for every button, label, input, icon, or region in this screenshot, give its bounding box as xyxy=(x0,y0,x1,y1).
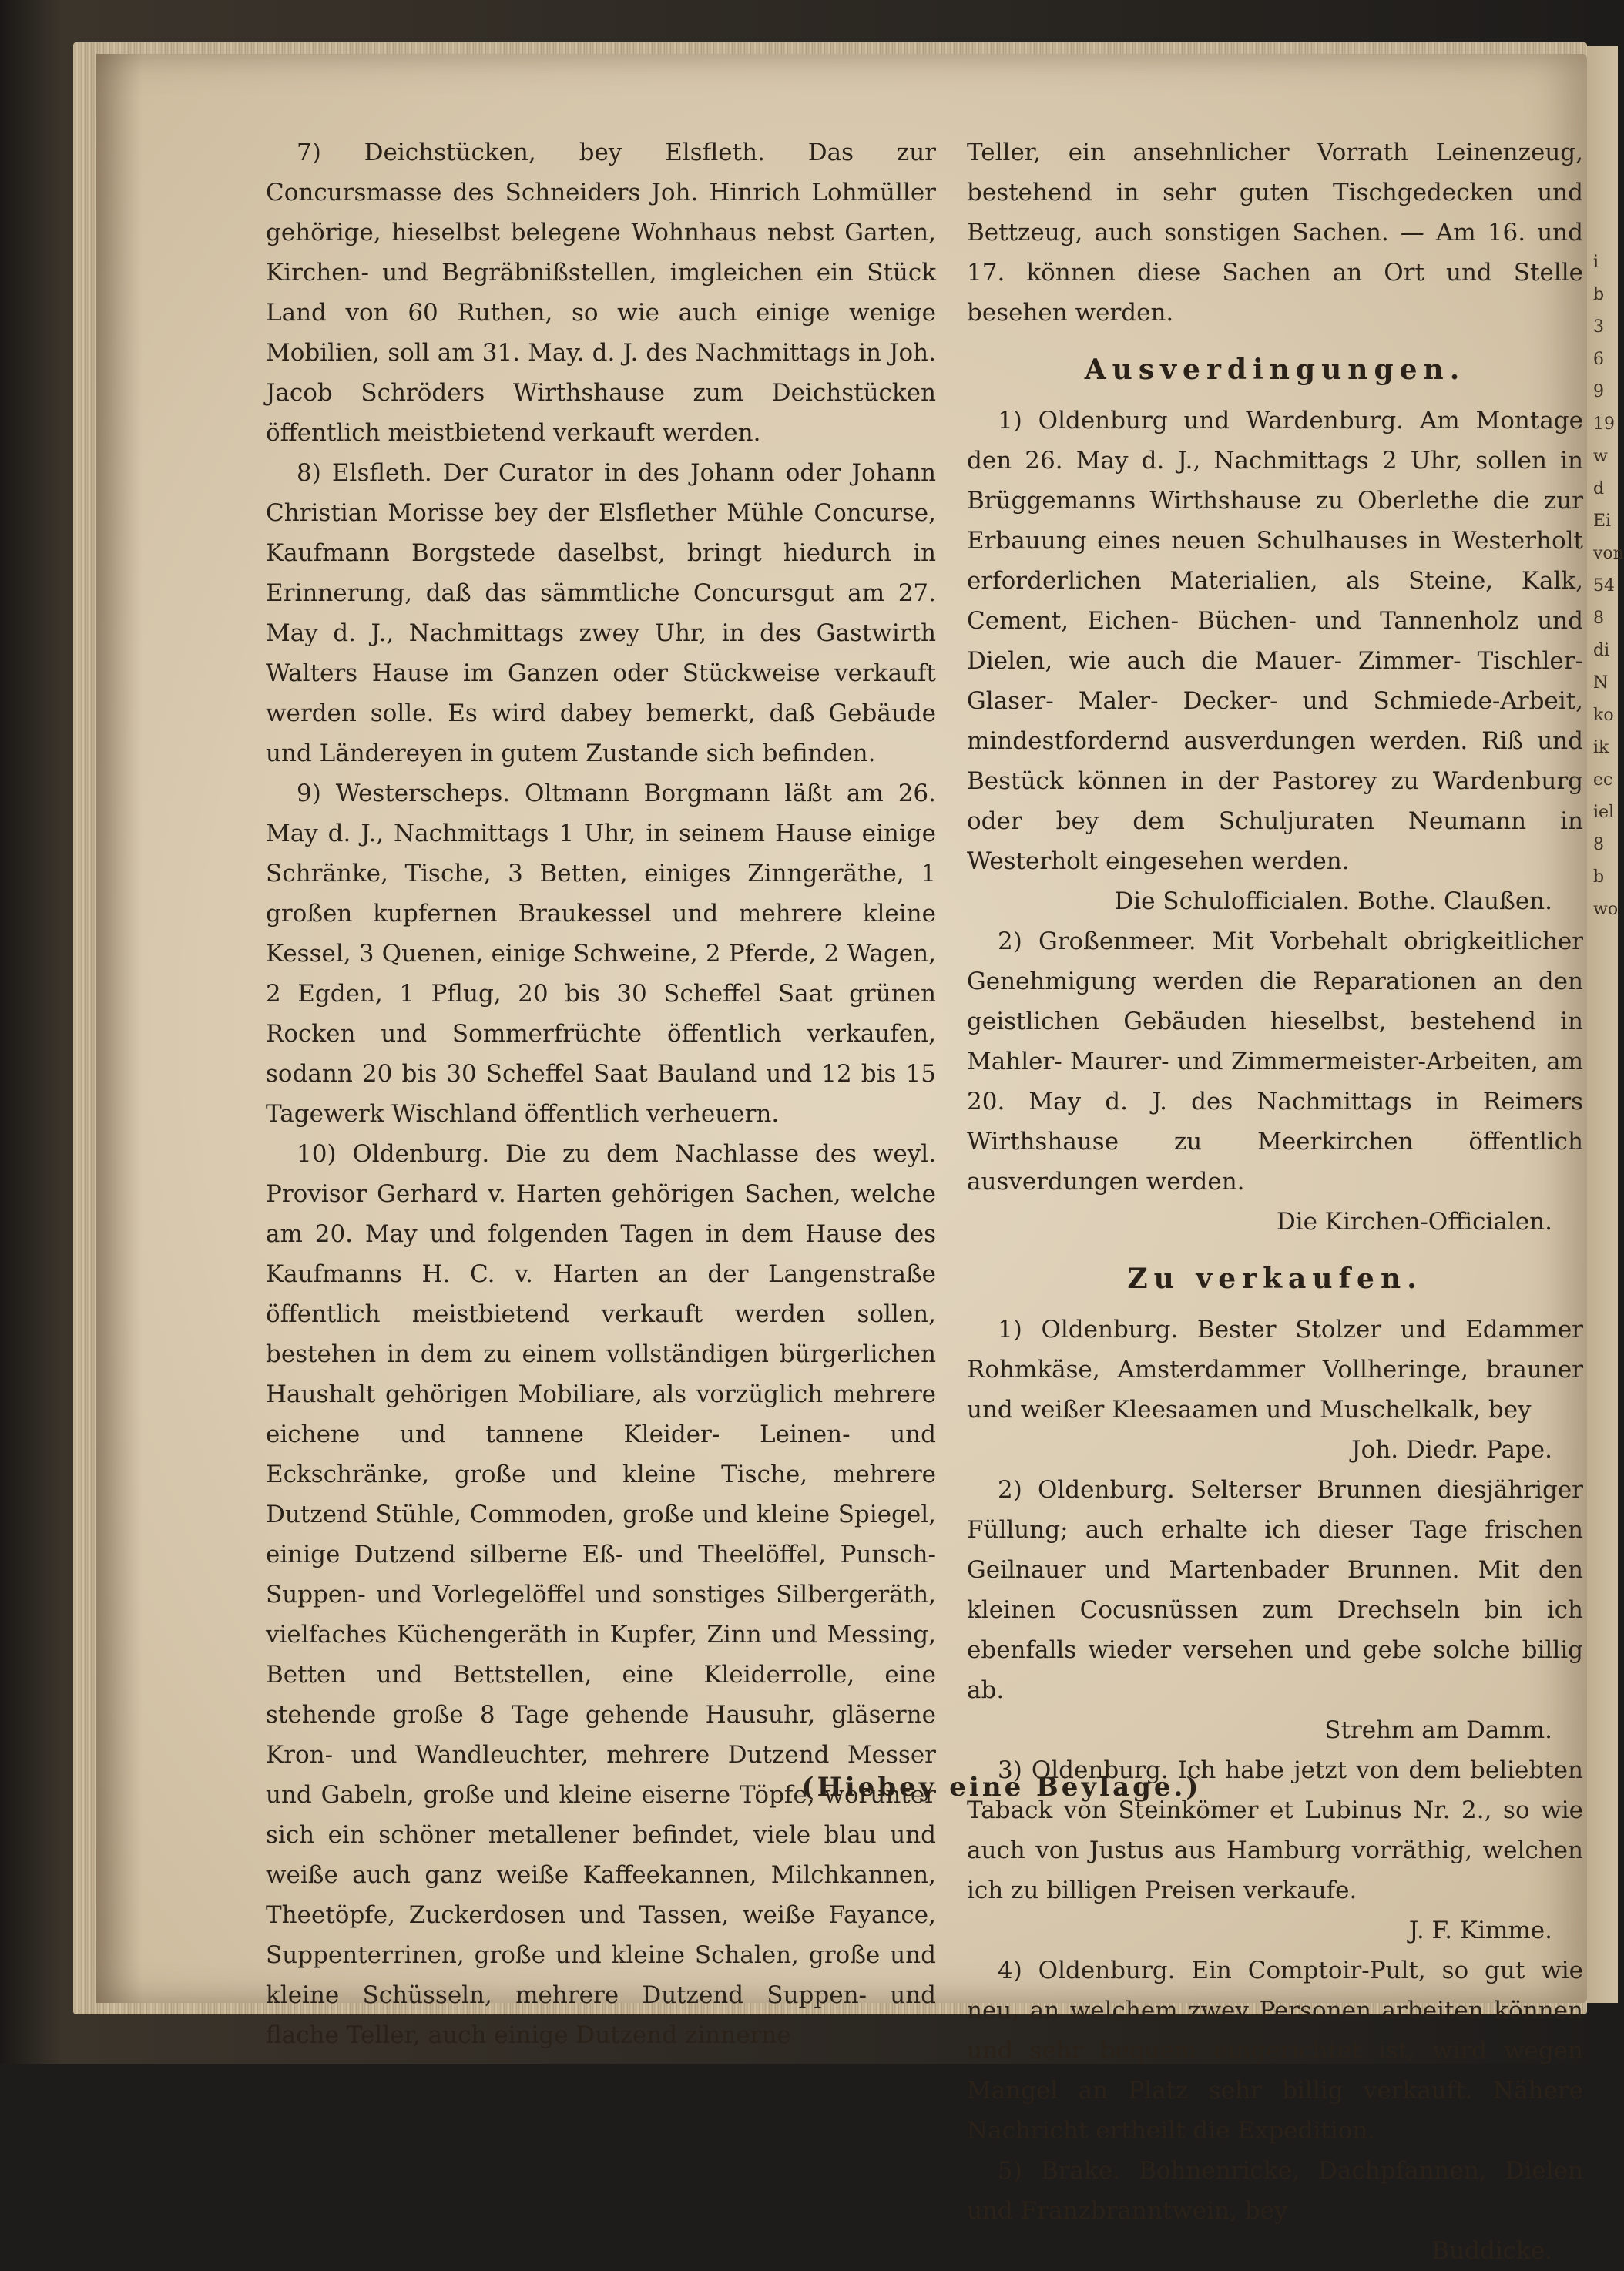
sale-oldenburg-taback: 3) Oldenburg. Ich habe jetzt von dem beliebten Taback von Steinkömer et Lubinus Nr. 2., so wie auch von Justus aus Hamburg vorräthig, welchen ich zu billigen Preisen verkaufe. xyxy=(967,1756,1583,1904)
signature-strehm: Strehm am Damm. xyxy=(1324,1716,1552,1744)
fragment: ec xyxy=(1593,770,1613,790)
signature-buddicke: Buddicke. xyxy=(1431,2237,1552,2265)
fragment: iel xyxy=(1593,803,1615,822)
sale-oldenburg-kaese: 1) Oldenburg. Bester Stolzer und Edammer Rohmkäse, Amsterdammer Vollheringe, brauner und weißer Kleesaamen und Muschelkalk, bey xyxy=(967,1316,1583,1424)
fragment: b xyxy=(1593,867,1605,887)
section-heading-zu-verkaufen: Zu verkaufen. xyxy=(1127,1263,1423,1295)
right-column xyxy=(967,133,1583,2271)
fragment: ik xyxy=(1593,738,1609,757)
sale-oldenburg-brunnen: 2) Oldenburg. Selterser Brunnen diesjähriger Füllung; auch erhalte ich dieser Tage frischen Geilnauer und Martenbader Brunnen. Mit den kleinen Cocusnüssen zum Drechseln bin ich ebenfalls wieder versehen und gebe solche billig ab. xyxy=(967,1476,1583,1704)
fragment: 9 xyxy=(1593,382,1604,401)
fragment: N xyxy=(1593,673,1609,693)
fragment: 8 xyxy=(1593,609,1604,628)
fragment: i xyxy=(1593,253,1599,272)
fragment: 19 xyxy=(1593,414,1615,434)
left-column xyxy=(266,133,936,2055)
fragment: w xyxy=(1593,447,1608,466)
sale-oldenburg-pult: 4) Oldenburg. Ein Comptoir-Pult, so gut wie neu, an welchem zwey Personen arbeiten können und sehr bequem eingerichtet ist, wird wegen Mangel an Platz sehr billig verkauft. Nähere Nachricht ertheilt die Expedition. xyxy=(967,1957,1583,2145)
fragment: Ei xyxy=(1593,512,1612,531)
notice-continuation: Teller, ein ansehnlicher Vorrath Leinenzeug, bestehend in sehr guten Tischgedecken und Bettzeug, auch sonstigen Sachen. — Am 16. und 17. können diese Sachen an Ort und Stelle besehen werden. xyxy=(967,139,1583,327)
fragment: ko xyxy=(1593,706,1614,725)
notice-elsfleth: 8) Elsfleth. Der Curator in des Johann oder Johann Christian Morisse bey der Elsflether Mühle Concurse, Kaufmann Borgstede daselbst, bringt hiedurch in Erinnerung, daß das sämmtliche Concursgut am 27. May d. J., Nachmittags zwey Uhr, in des Gastwirth Walters Hause im Ganzen oder Stückweise verkauft werden solle. Es wird dabey bemerkt, daß Gebäude und Ländereyen in gutem Zustande sich befinden. xyxy=(266,459,936,767)
notice-wardenburg: 1) Oldenburg und Wardenburg. Am Montage den 26. May d. J., Nachmittags 2 Uhr, sollen in Brüggemanns Wirthshause zu Oberlethe die zur Erbauung eines neuen Schulhauses in Westerholt erforderlichen Materialien, als Steine, Kalk, Cement, Eichen- Büchen- und Tannenholz und Dielen, wie auch die Mauer- Zimmer- Tischler- Glaser- Maler- Decker- und Schmiede-Arbeit, mindestfordernd ausverdungen werden. Riß und Bestück können in der Pastorey zu Wardenburg oder bey dem Schuljuraten Neumann in Westerholt eingesehen werden. xyxy=(967,407,1583,875)
notice-deichstuecken: 7) Deichstücken, bey Elsfleth. Das zur Concursmasse des Schneiders Joh. Hinrich Lohmüller gehörige, hieselbst belegene Wohnhaus nebst Garten, Kirchen- und Begräbnißstellen, imgleichen ein Stück Land von 60 Ruthen, so wie auch einige wenige Mobilien, soll am 31. May. d. J. des Nachmittags in Joh. Jacob Schröders Wirthshause zum Deichstücken öffentlich meistbietend verkauft werden. xyxy=(266,139,936,447)
fragment: d xyxy=(1593,479,1605,498)
fragment: di xyxy=(1593,641,1610,660)
fragment: 8 xyxy=(1593,835,1604,854)
binding-shadow xyxy=(96,54,143,2003)
notice-westerscheps: 9) Westerscheps. Oltmann Borgmann läßt am 26. May d. J., Nachmittags 1 Uhr, in seinem Hause einige Schränke, Tische, 3 Betten, einiges Zinngeräthe, 1 großen kupfernen Braukessel und mehrere kleine Kessel, 3 Quenen, einige Schweine, 2 Pferde, 2 Wagen, 2 Egden, 1 Pflug, 20 bis 30 Scheffel Saat grünen Rocken und Sommerfrüchte öffentlich verkaufen, sodann 20 bis 30 Scheffel Saat Bauland und 12 bis 15 Tagewerk Wischland öffentlich verheuern. xyxy=(266,780,936,1128)
sale-brake: 5) Brake. Bohnenricke, Dachpfannen, Dielen und Franzbranntwein, bey xyxy=(967,2157,1583,2225)
signature-schulofficialen: Die Schulofficialen. Bothe. Claußen. xyxy=(1114,887,1552,915)
notice-oldenburg-harten: 10) Oldenburg. Die zu dem Nachlasse des weyl. Provisor Gerhard v. Harten gehörigen Sachen, welche am 20. May und folgenden Tagen in dem Hause des Kaufmanns H. C. v. Harten an der Langenstraße öffentlich meistbietend verkauft werden sollen, bestehen in dem zu einem vollständigen bürgerlichen Haushalt gehörigen Mobiliare, als vorzüglich mehrere eichene und tannene Kleider- Leinen- und Eckschränke, große und kleine Tische, mehrere Dutzend Stühle, Commoden, große und kleine Spiegel, einige Dutzend silberne Eß- und Theelöffel, Punsch- Suppen- und Vorlegelöffel und sonstiges Silbergeräth, vielfaches Küchengeräth in Kupfer, Zinn und Messing, Betten und Bettstellen, eine Kleiderrolle, eine stehende große 8 Tage gehende Hausuhr, gläserne Kron- und Wandleuchter, mehrere Dutzend Messer und Gabeln, große und kleine eiserne Töpfe, worunter sich ein schöner metallener befindet, viele blau und weiße auch ganz weiße Kaffeekannen, Milchkannen, Theetöpfe, Zuckerdosen und Tassen, weiße Fayance, Suppenterrinen, große und kleine Schalen, große und kleine Schüsseln, mehrere Dutzend Suppen- und flache Teller, auch einige Dutzend zinnerne xyxy=(266,1140,936,2049)
fragment: b xyxy=(1593,285,1605,304)
signature-pape: Joh. Diedr. Pape. xyxy=(1351,1436,1552,1464)
fragment: 54 xyxy=(1593,576,1615,595)
fragment: wo xyxy=(1593,900,1619,919)
section-heading-ausverdingungen: Ausverdingungen. xyxy=(1084,354,1466,386)
supplement-note: (Hiebey eine Beylage.) xyxy=(801,1772,1202,1803)
signature-kirchenofficialen: Die Kirchen-Officialen. xyxy=(1276,1208,1552,1236)
signature-kimme: J. F. Kimme. xyxy=(1408,1917,1552,1944)
fragment: 6 xyxy=(1593,350,1604,369)
fragment: von xyxy=(1593,544,1624,563)
adjacent-page-fragments xyxy=(1593,247,1624,926)
notice-grossenmeer: 2) Großenmeer. Mit Vorbehalt obrigkeitlicher Genehmigung werden die Reparationen an den geistlichen Gebäuden hieselbst, bestehend in Mahler- Maurer- und Zimmermeister-Arbeiten, am 20. May d. J. des Nachmittags in Reimers Wirthshause zu Meerkirchen öffentlich ausverdungen werden. xyxy=(967,928,1583,1196)
fragment: 3 xyxy=(1593,317,1604,337)
